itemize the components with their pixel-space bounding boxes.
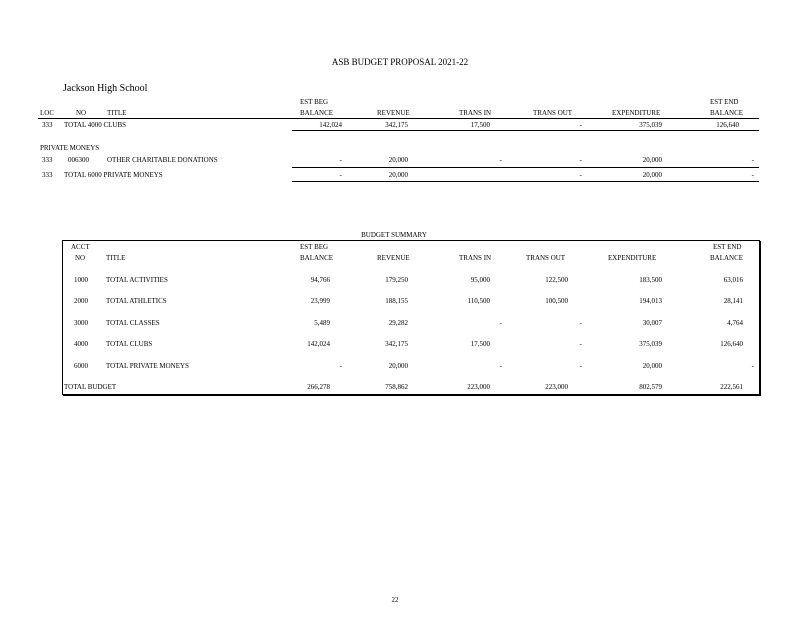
header-no: NO xyxy=(76,109,87,117)
summary-header-title: TITLE xyxy=(106,254,126,262)
total-budget-label: TOTAL BUDGET xyxy=(64,383,117,391)
private-row-rule xyxy=(292,167,759,168)
summary-header-revenue: REVENUE xyxy=(377,254,410,262)
summary-header-end-balance: BALANCE xyxy=(710,254,744,262)
summary-header-acct: ACCT xyxy=(71,243,90,251)
header-title: TITLE xyxy=(107,109,127,117)
header-rule xyxy=(38,118,759,119)
summary-header-est-beg: EST BEG xyxy=(300,243,329,251)
clubs-total-rule xyxy=(292,130,759,131)
summary-header-no: NO xyxy=(75,254,86,262)
summary-header-trans-out: TRANS OUT xyxy=(526,254,566,262)
summary-title: BUDGET SUMMARY xyxy=(361,231,427,239)
header-expenditure: EXPENDITURE xyxy=(612,109,661,117)
header-est-beg: EST BEG xyxy=(300,98,329,106)
budget-summary-box xyxy=(62,240,760,395)
summary-header-beg-balance: BALANCE xyxy=(300,254,334,262)
header-revenue: REVENUE xyxy=(377,109,410,117)
page-number: 22 xyxy=(391,596,399,604)
header-est-end: EST END xyxy=(710,98,739,106)
summary-header-expenditure: EXPENDITURE xyxy=(608,254,657,262)
header-loc: LOC xyxy=(40,109,54,117)
header-beg-balance: BALANCE xyxy=(300,109,334,117)
private-total-rule xyxy=(292,181,759,182)
private-moneys-heading: PRIVATE MONEYS xyxy=(40,144,100,152)
summary-header-trans-in: TRANS IN xyxy=(459,254,492,262)
document-title: ASB BUDGET PROPOSAL 2021-22 xyxy=(331,57,469,67)
header-trans-out: TRANS OUT xyxy=(533,109,573,117)
header-trans-in: TRANS IN xyxy=(459,109,492,117)
school-name: Jackson High School xyxy=(63,83,148,94)
header-end-balance: BALANCE xyxy=(710,109,744,117)
summary-header-est-end: EST END xyxy=(713,243,742,251)
